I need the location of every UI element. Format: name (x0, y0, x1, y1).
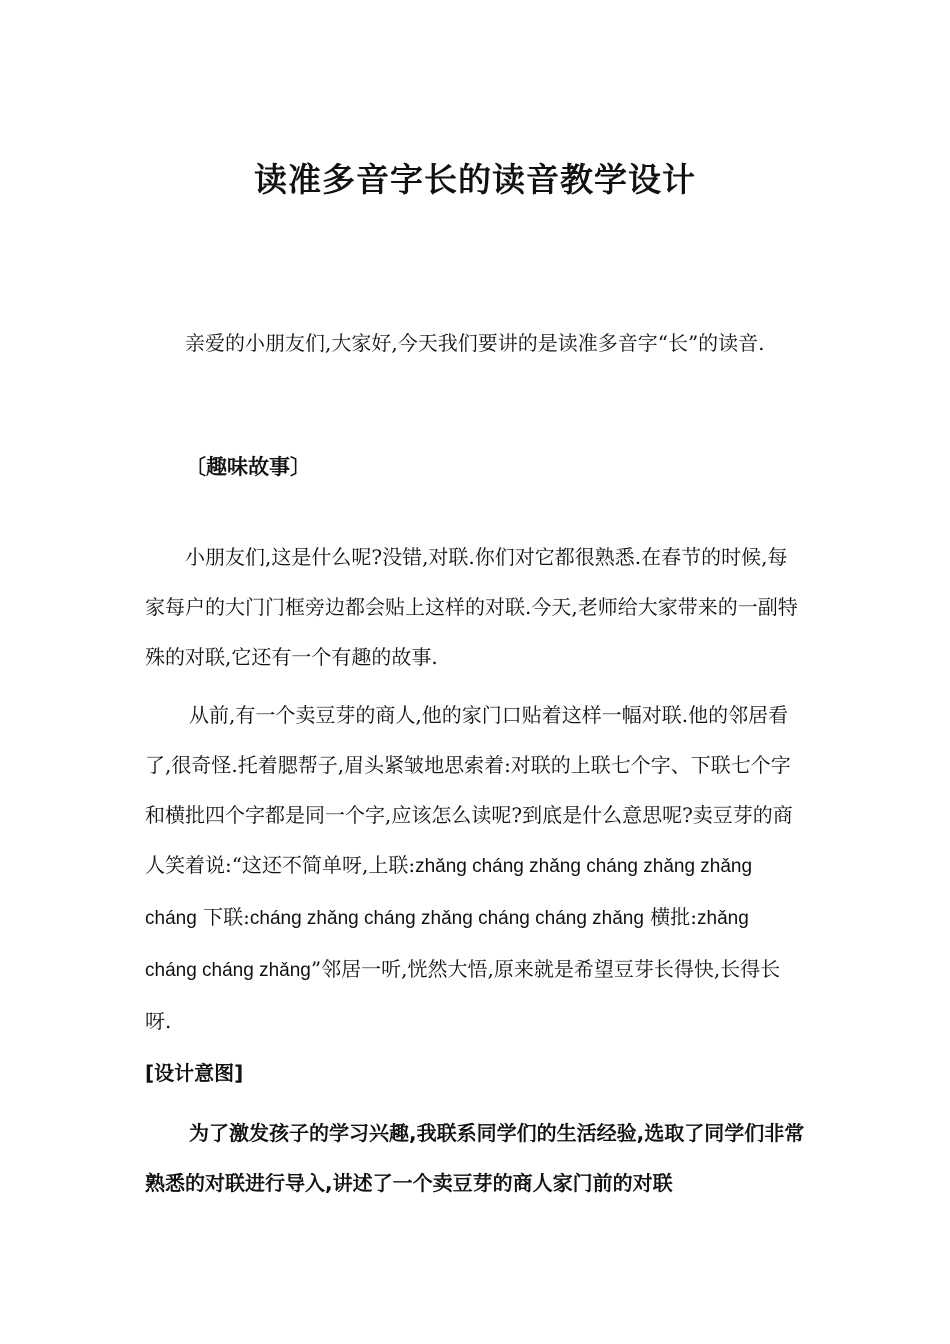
story-paragraph-2-text-a: 从前,有一个卖豆芽的商人,他的家门口贴着这样一幅对联.他的邻居看了,很奇怪.托着腮帮子,眉头紧皱地思索着:对联的上联七个字、下联七个字和横批四个字都是同一个字,应该怎么读呢?到底是什么意思呢?卖豆芽的商人笑着说:“这还不简单呀,上联: (145, 703, 793, 877)
story-paragraph-2 (145, 690, 805, 1046)
story-paragraph-1: 小朋友们,这是什么呢?没错,对联.你们对它都很熟悉.在春节的时候,每家每户的大门门框旁边都会贴上这样的对联.今天,老师给大家带来的一副特殊的对联,它还有一个有趣的故事. (145, 545, 798, 669)
story-paragraph-2-text-b: ”邻居一听,恍然大悟,原来就是希望豆芽长得快,长得长呀. (145, 957, 781, 1033)
section-heading-design-intent: [设计意图] (145, 1061, 244, 1085)
pinyin-horizontal-scroll: zhǎng cháng cháng zhǎng (145, 908, 749, 981)
label-lower-couplet: 下联: (196, 905, 250, 929)
pinyin-upper-couplet: zhǎng cháng zhǎng cháng zhǎng zhǎng cháng (145, 856, 753, 929)
design-intent-paragraph: 为了激发孩子的学习兴趣,我联系同学们的生活经验,选取了同学们非常熟悉的对联进行导入,讲述了一个卖豆芽的商人家门前的对联 (145, 1121, 805, 1195)
pinyin-lower-couplet: cháng zhǎng cháng zhǎng cháng cháng zhǎng (249, 908, 644, 929)
document-title: 读准多音字长的读音教学设计 (254, 160, 696, 199)
label-horizontal-scroll: 横批: (643, 905, 698, 929)
section-heading-story: 〔趣味故事〕 (185, 455, 311, 479)
intro-paragraph: 亲爱的小朋友们,大家好,今天我们要讲的是读准多音字“长”的读音. (185, 331, 765, 355)
